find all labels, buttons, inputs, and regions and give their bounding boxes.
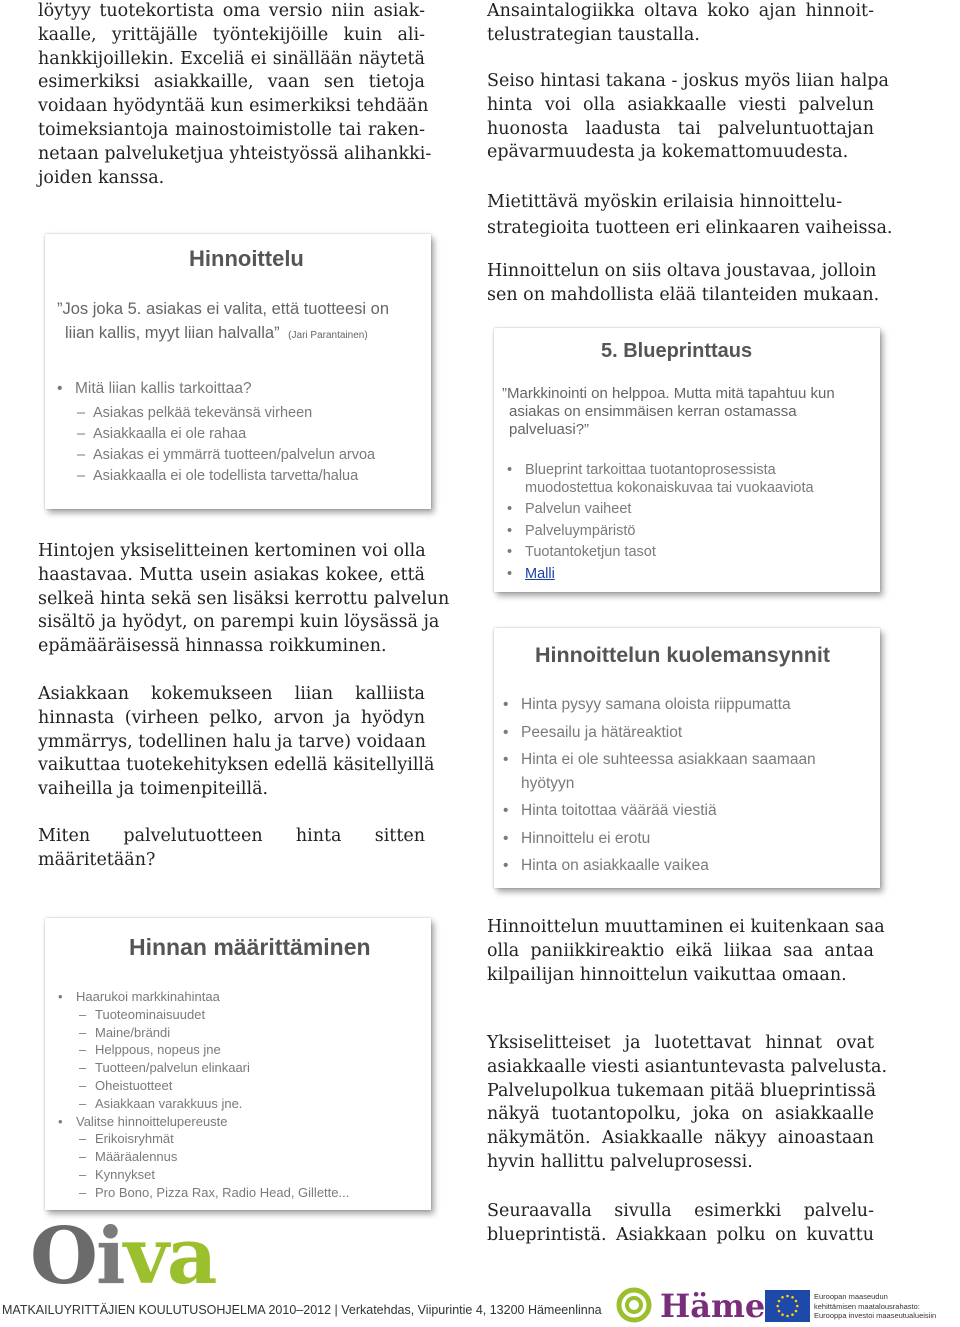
text-line: vaiheilla ja toimenpiteillä. [38, 779, 269, 800]
text-line: asiakkaalle viesti asiantuntevasta palvelusta. [487, 1056, 888, 1077]
text-line: Seuraavalla sivulla esimerkki palvelu- [487, 1201, 874, 1221]
bullet-item: • Mitä liian kallis tarkoittaa? [75, 380, 375, 398]
paragraph-miten [38, 825, 425, 873]
oiva-logo-letter: v [123, 1211, 167, 1302]
text-line: kilpailijan hinnoittelun vaikuttaa omaan. [487, 964, 847, 985]
bullet-item[interactable] [525, 565, 814, 583]
text-line: hinnasta (virheen pelko, arvon ja hyödyn [38, 707, 425, 728]
text-line: löytyy tuotekortista oma versio niin asiak- [38, 1, 425, 21]
bullet-item: • Hinta on asiakkaalle vaikea [521, 854, 816, 878]
quote-line: liian kallis, myyt liian halvalla” [65, 324, 280, 342]
slide-title: 5. Blueprinttaus [601, 340, 753, 362]
sub-bullet-item: – Asiakkaan varakkuus jne. [95, 1095, 349, 1113]
bullet-item: • Palvelun vaiheet [525, 500, 814, 518]
bullet-item [521, 748, 816, 795]
paragraph-ansaintalogiikka [487, 0, 874, 48]
bullet-item: • Haarukoi markkinahintaa [76, 988, 349, 1006]
sub-bullet-item: – Tuoteominaisuudet [95, 1006, 349, 1024]
text-line: telustrategian taustalla. [487, 24, 700, 45]
slide-bullets [75, 380, 375, 484]
text-line: Hinnoittelun muuttaminen ei kuitenkaan saa [487, 917, 885, 937]
quote-attribution: (Jari Parantainen) [288, 330, 368, 341]
sub-bullet-item: – Erikoisryhmät [95, 1130, 349, 1148]
text-line: Miten palvelutuotteen hinta sitten [38, 826, 425, 846]
text-line: sisältö ja hyödyt, on parempi kuin löysässä ja [38, 612, 440, 633]
paragraph-joustava [487, 260, 880, 308]
quote-line: ”Markkinointi on helppoa. Mutta mitä tapahtuu kun [502, 385, 835, 402]
slide-bullets [521, 693, 816, 878]
sub-bullet-item: – Helppous, nopeus jne [95, 1041, 349, 1059]
bullet-item: • Hinta pysyy samana oloista riippumatta [521, 693, 816, 717]
text-line: Mietittävä myöskin erilaisia hinnoittelu- [487, 192, 843, 212]
text-line: Hinnoittelun on siis oltava joustavaa, jolloin [487, 261, 877, 281]
sub-bullet-item: – Maine/brändi [95, 1024, 349, 1042]
text-line: hinta voi olla asiakkaalle viesti palvelun [487, 94, 874, 115]
sub-bullet-item: – Pro Bono, Pizza Rax, Radio Head, Gillette... [95, 1184, 349, 1202]
slide-hinnoittelu [45, 234, 431, 509]
sub-bullet-item: – Asiakkaalla ei ole rahaa [93, 426, 375, 442]
paragraph-mietittava [487, 189, 893, 241]
text-line: selkeä hinta sekä sen lisäksi kerrottu palvelun [38, 588, 450, 609]
text-line: määritetään? [38, 849, 156, 870]
slide-kuolemansynnit [494, 628, 880, 888]
text-line: epämääräisessä hinnassa roikkuminen. [38, 636, 387, 657]
oiva-logo-letter: i [95, 1211, 124, 1302]
slide-title: Hinnoittelu [189, 246, 304, 271]
paragraph-asiakkaan [38, 683, 435, 802]
bullet-item: • Tuotantoketjun tasot [525, 543, 814, 561]
text-line: olla paniikkireaktio eikä liikaa saa antaa [487, 940, 874, 961]
quote-line: asiakas on ensimmäisen kerran ostamassa [509, 403, 797, 420]
text-line: kaalle, yrittäjälle työntekijöille kuin ali- [38, 24, 425, 45]
text-line: blueprintistä. Asiakkaan polku on kuvattu [487, 1224, 874, 1245]
slide-title: Hinnoittelun kuolemansynnit [535, 643, 831, 667]
text-line: Asiakkaan kokemukseen liian kalliista [38, 684, 425, 704]
text-line: haastavaa. Mutta usein asiakas kokee, että [38, 564, 425, 585]
text-line: toimeksiantoja mainostoimistolle tai raken- [38, 119, 425, 140]
sub-bullet-item: – Oheistuotteet [95, 1077, 349, 1095]
slide-quote [65, 324, 368, 343]
sub-bullet-item: – Asiakas ei ymmärrä tuotteen/palvelun arvoa [93, 447, 375, 463]
text-line: epävarmuudesta ja kokemattomuudesta. [487, 142, 849, 163]
text-line: hankkijoillekin. Exceliä ei sinällään näytetä [38, 48, 425, 69]
sub-bullet-item: – Asiakas pelkää tekevänsä virheen [93, 405, 375, 421]
oiva-logo-letter: O [30, 1211, 96, 1302]
eu-text-line: Eurooppa investoi maaseutualueisiin [814, 1311, 937, 1320]
eu-text-line: kehittämisen maatalousrahasto: [814, 1301, 920, 1311]
text-line: ymmärrys, todellinen halu ja tarve) voidaan [38, 731, 426, 752]
slide-bullets [76, 988, 349, 1202]
text-line: sen on mahdollista elää tilanteiden mukaan. [487, 284, 880, 305]
slide-bullets [525, 461, 814, 583]
text-line: näkymätön. Asiakkaalle näkyy ainoastaan [487, 1128, 874, 1149]
quote-line: palveluasi?” [509, 421, 590, 438]
bullet-line: • Blueprint tarkoittaa tuotantoprosessista [525, 462, 776, 478]
bullet-line: • Hinta ei ole suhteessa asiakkaan saamaan [521, 751, 816, 768]
paragraph-hintojen [38, 540, 450, 659]
text-line: voidaan hyödyntää kun esimerkiksi tehdään [38, 96, 429, 117]
text-line: Palvelupolkua tukemaan pitää blueprintissä [487, 1080, 877, 1101]
slide-title: Hinnan määrittäminen [129, 934, 371, 960]
paragraph-muuttaminen [487, 916, 885, 987]
sub-bullet-item: – Kynnykset [95, 1166, 349, 1184]
paragraph-yksiselitteiset [487, 1032, 888, 1175]
paragraph-seuraavalla [487, 1200, 874, 1248]
slide-quote: ”Jos joka 5. asiakas ei valita, että tuotteesi on [57, 300, 390, 318]
text-line: joiden kanssa. [38, 167, 165, 188]
sub-bullet-item: – Tuotteen/palvelun elinkaari [95, 1059, 349, 1077]
bullet-line: hyötyyn [521, 774, 575, 792]
text-line: strategioita tuotteen eri elinkaaren vaiheissa. [487, 218, 893, 238]
malli-link[interactable]: Malli [525, 565, 555, 582]
oiva-logo [30, 1211, 216, 1302]
bullet-line: muodostettua kokonaiskuvaa tai vuokaaviota [525, 480, 814, 496]
eu-text-line: Euroopan maaseudun [814, 1292, 888, 1301]
text-line: huonosta laadusta tai palveluntuottajan [487, 118, 874, 139]
text-line: vaikuttaa tuotekehityksen edellä käsitellyillä [38, 755, 435, 776]
bullet-item: • Peesailu ja hätäreaktiot [521, 721, 816, 745]
footer-address: MATKAILUYRITTÄJIEN KOULUTUSOHJELMA 2010–2012 | Verkatehdas, Viipurintie 4, 13200 Hämeenlinna [2, 1303, 602, 1317]
bullet-item [525, 461, 814, 497]
paragraph-intro [38, 0, 432, 190]
text-line: hyvin hallittu palveluprosessi. [487, 1151, 753, 1172]
hame-logo-text: Häme [660, 1287, 766, 1325]
text-line: netaan palveluketjua yhteistyössä alihankki- [38, 143, 432, 164]
sub-bullet-item: – Määräalennus [95, 1148, 349, 1166]
slide-hinnan-maarittaminen [45, 918, 431, 1210]
sub-bullet-item: – Asiakkaalla ei ole todellista tarvetta/halua [93, 468, 375, 484]
oiva-logo-letter: a [166, 1211, 216, 1302]
text-line: näkyä tuotantopolku, joka on asiakkaalle [487, 1104, 874, 1125]
bullet-item: • Valitse hinnoittelupereuste [76, 1113, 349, 1131]
text-line: esimerkiksi asiakkaille, vaan sen tietoja [38, 72, 425, 93]
text-line: Ansaintalogiikka oltava koko ajan hinnoit- [487, 1, 874, 21]
paragraph-seiso [487, 70, 889, 165]
slide-quote [502, 385, 835, 439]
bullet-item: • Hinta toitottaa väärää viestiä [521, 799, 816, 823]
eu-funding-text [814, 1292, 936, 1321]
text-line: Hintojen yksiselitteinen kertominen voi olla [38, 541, 426, 561]
slide-blueprinttaus [494, 328, 880, 592]
bullet-item: • Hinnoittelu ei erotu [521, 827, 816, 851]
bullet-item: • Palveluympäristö [525, 522, 814, 540]
text-line: Seiso hintasi takana - joskus myös liian halpa [487, 71, 889, 91]
text-line: Yksiselitteiset ja luotettavat hinnat ovat [487, 1033, 874, 1053]
eu-flag-icon [765, 1290, 810, 1322]
